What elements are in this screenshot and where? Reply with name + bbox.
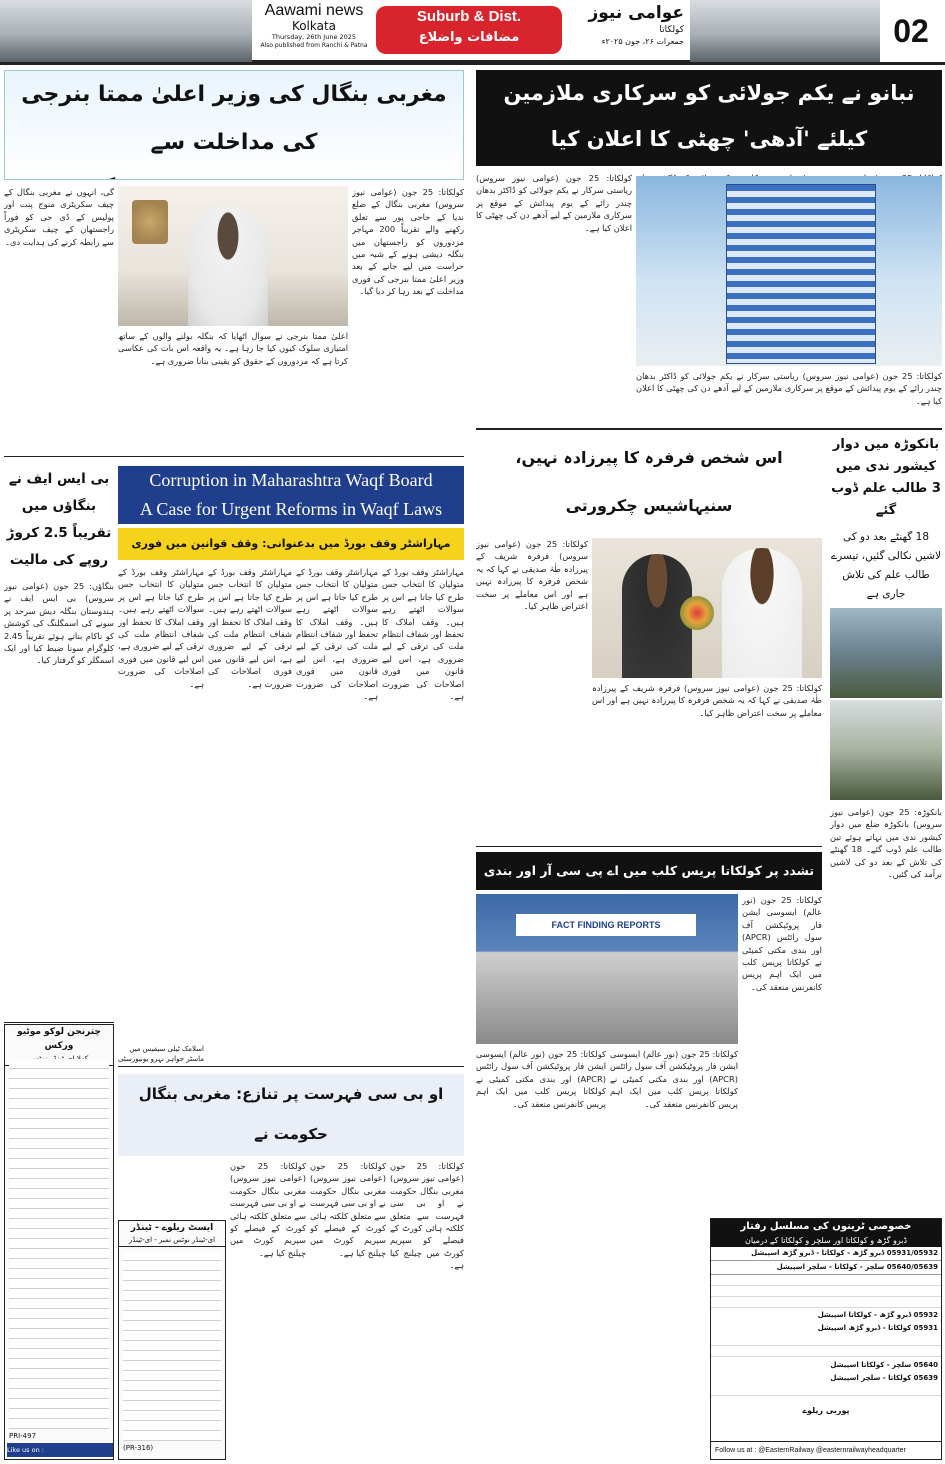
person-icon xyxy=(188,206,268,326)
apcr-photo xyxy=(476,894,738,1044)
divider-mamata xyxy=(4,456,464,457)
masthead-divider xyxy=(0,62,945,65)
clw-tender-title: چترنجن لوکو موٹیو ورکس xyxy=(17,1027,101,1051)
waqf-body-4: مہاراشٹر وقف بورڈ کے متولیان کا انتخاب جس طرح کیا جاتا ہے اس پر سوالات اٹھتے رہے ہیں۔ وقف املاک کا تحفظ اور شفاف انتظام ملت کی ترقی کے لیے ضروری ہے، اس لیے قانون میں فوری اصلاحات کی ضرورت ہے۔ xyxy=(118,567,204,689)
mamata-body-right: کولکاتا: 25 جون (عوامی نیوز سروس) مغربی بنگال کے ضلع ندیا کے حاجی پور سے تعلق رکھنے والے تقریباً 200 مہاجر مزدوروں کو راجستھان میں بنگلہ دیشی ہونے کے شبہ میں حراست میں لیے جانے کے بعد وزیر اعلیٰ ممتا بنرجی کی فوری مداخلت کے بعد رہا کر دیا گیا۔ xyxy=(352,187,464,297)
bankura-river-photo-2 xyxy=(830,700,942,800)
city-ur: کولکاتا xyxy=(659,25,684,35)
obc-body-3: کولکاتا: 25 جون (عوامی نیوز سروس) مغربی بنگال حکومت نے او بی سی فہرست سے متعلق کلکتہ ہائی کورٹ کے فیصلے کو سپریم کورٹ میں چیلنج کیا ہے۔ xyxy=(230,1161,306,1258)
date-ur: جمعرات ۲۶، جون ۲۰۲۵ء xyxy=(601,37,684,46)
special-trains-title: خصوصی ٹرینوں کی مسلسل رفتار xyxy=(711,1219,941,1235)
special-trains-row-1: 05931/05932 ڈبرو گڑھ - کولکاتا - ڈبرو گڑھ اسپیشل xyxy=(711,1247,941,1261)
divider-nabanna xyxy=(476,428,942,430)
apcr-body-1: کولکاتا: 25 جون (نور عالم) ایسوسی ایشن فار پروٹیکشن آف سول رائٹس (APCR) اور بندی مکتی کمیٹی نے کولکاتا پریس کلب میں ایک اہم پریس کانفرنس منعقد کی۔ xyxy=(742,895,822,992)
waqf-byline: اسلامک ٹیلی سیفیس میں ماسٹر جواہر نہرو یونیورسٹی xyxy=(118,1045,204,1063)
bankura-subhead: 18 گھنٹے بعد دو کی لاشیں نکالی گئیں، تیسرے طالب علم کی تلاش جاری ہے xyxy=(831,531,941,600)
follow-bar xyxy=(711,1441,942,1459)
apcr-banner: FACT FINDING REPORTS xyxy=(516,914,696,936)
mamata-body-mid: اعلیٰ ممتا بنرجی نے سوال اٹھایا کہ بنگلہ بولنے والوں کے ساتھ امتیازی سلوک کیوں کیا جا رہا ہے۔ یہ واقعہ اس بات کی عکاسی کرتا ہے کہ مزدوروں کے حقوق کو یقینی بنانا ضروری ہے۔ xyxy=(118,331,348,366)
date-en: Thursday, 26th June 2025 xyxy=(271,33,357,41)
nabanna-building-photo xyxy=(636,176,942,366)
follow-handles[interactable]: @EasternRailway @easternrailwayheadquarter xyxy=(758,1447,906,1454)
also-published: Also published from Ranchi & Patna xyxy=(260,42,368,49)
bsf-body: بنگاؤں: 25 جون (عوامی نیوز سروس) بی ایس ایف نے ہندوستان بنگلہ دیش سرحد پر سونے کی اسمگلنگ کی کوشش کو ناکام بناتے ہوئے تقریباً 2.45 کلوگرام سونا ضبط کیا اور ایک اسمگلر کو گرفتار کیا۔ xyxy=(4,581,114,666)
rail-tender-footer: (PR-316) xyxy=(123,1444,154,1452)
rail-tender-body xyxy=(123,1251,221,1441)
bankura-body: بانکوڑہ: 25 جون (عوامی نیوز سروس) بانکوڑہ ضلع میں دوار کیشور ندی میں نہاتے ہوئے تین طالب علم ڈوب گئے۔ 18 گھنٹے کی تلاش کے بعد دو کی لاشیں برآمد کی گئیں۔ xyxy=(830,807,942,880)
pirzada-photo xyxy=(592,538,822,678)
mamata-headline: مغربی بنگال کی وزیر اعلیٰ ممتا بنرجی کی مداخلت سے xyxy=(4,70,464,180)
rail-tender-ad xyxy=(118,1220,226,1460)
pirzada-body-1: کولکاتا: 25 جون (عوامی نیوز سروس) فرفرہ شریف کے پیرزادہ طٰہٰ صدیقی نے کہا کہ یہ شخص فرفرہ کا پیرزادہ نہیں ہے اور اس معاملے پر سخت اعتراض ظاہر کیا۔ xyxy=(476,539,588,612)
bouquet-icon xyxy=(680,596,714,630)
special-trains-row-5: 05640 سلچر - کولکاتا اسپیشل xyxy=(830,1361,938,1369)
divider-waqf xyxy=(118,1066,464,1067)
waqf-body-2: مہاراشٹر وقف بورڈ کے متولیان کا انتخاب جس طرح کیا جاتا ہے اس پر سوالات اٹھتے رہے ہیں۔ وقف املاک کا تحفظ اور شفاف انتظام ملت کی ترقی کے لیے ضروری ہے، اس لیے قانون میں فوری اصلاحات کی ضرورت ہے۔ xyxy=(296,567,378,702)
section-badge xyxy=(376,6,562,54)
waqf-body-1: مہاراشٹر وقف بورڈ کے متولیان کا انتخاب جس طرح کیا جاتا ہے اس پر سوالات اٹھتے رہے ہیں۔ وقف املاک کا تحفظ اور شفاف انتظام ملت کی ترقی کے لیے ضروری ہے، اس لیے قانون میں فوری اصلاحات کی ضرورت ہے۔ xyxy=(382,567,464,702)
bankura-headline: بانکوڑہ میں دوار کیشور ندی میں 3 طالب علم ڈوب گئے xyxy=(831,437,941,518)
section-ur: مضافات واضلاع xyxy=(418,30,520,45)
nabanna-body-b: کولکاتا: 25 جون (عوامی نیوز سروس) ریاستی سرکار نے یکم جولائی کو ڈاکٹر بدھان چندر رائے کے یوم پیدائش کے موقع پر سرکاری ملازمین کے لیے آدھے دن کی چھٹی کا اعلان کیا ہے۔ xyxy=(476,173,632,233)
mamata-photo xyxy=(118,186,348,326)
masthead-skyline-right xyxy=(690,0,880,62)
clw-facebook[interactable]: Like us on : xyxy=(7,1443,113,1457)
special-trains-row-6: 05639 کولکاتا - سلچر اسپیشل xyxy=(830,1374,938,1382)
waqf-headline-ur: مہاراشٹر وقف بورڈ میں بدعنوانی: وقف قوانین میں فوری xyxy=(118,528,464,560)
brand-en: Aawami news xyxy=(264,2,364,19)
masthead-center xyxy=(252,0,690,62)
special-trains-sub: ڈبرو گڑھ و کولکاتا اور سلچر و کولکاتا کے درمیان xyxy=(711,1235,941,1247)
obc-headline: او بی سی فہرست پر تنازع: مغربی بنگال حکومت نے xyxy=(118,1074,464,1156)
special-trains-row-2: 05640/05639 سلچر - کولکاتا - سلچر اسپیشل xyxy=(711,1261,941,1275)
brand-ur: عوامی نیوز xyxy=(588,3,684,23)
rail-tender-sub: ای-ٹینڈر نوٹس نمبر - ای-ٹینڈر xyxy=(119,1235,225,1247)
apcr-body-3: کولکاتا: 25 جون (نور عالم) ایسوسی ایشن فار پروٹیکشن آف سول رائٹس (APCR) اور بندی مکتی کمیٹی نے کولکاتا پریس کلب میں ایک اہم پریس کانفرنس منعقد کی۔ xyxy=(610,1049,738,1109)
building-icon xyxy=(726,184,876,364)
page-number: 02 xyxy=(893,13,929,49)
divider-bsf xyxy=(4,1022,114,1023)
bankura-river-photo-1 xyxy=(830,608,942,698)
masthead-skyline-left xyxy=(0,0,252,62)
clw-tender-footer: PRI-497 xyxy=(9,1432,37,1440)
pirzada-body-2: کولکاتا: 25 جون (عوامی نیوز سروس) فرفرہ شریف کے پیرزادہ طٰہٰ صدیقی نے کہا کہ یہ شخص فرفرہ کا پیرزادہ نہیں ہے اور اس معاملے پر سخت اعتراض ظاہر کیا۔ xyxy=(592,683,822,718)
nabanna-body-c: کولکاتا: 25 جون (عوامی نیوز سروس) ریاستی سرکار نے یکم جولائی کو ڈاکٹر بدھان چندر رائے کے یوم پیدائش کے موقع پر سرکاری ملازمین کے لیے آدھے دن کی چھٹی کا اعلان کیا ہے۔ xyxy=(636,371,942,406)
mamata-body-left: گی، انہوں نے مغربی بنگال کے چیف سکریٹری منوج پنت اور پولیس کے ڈی جی کو فوراً راجستھان کے چیف سکریٹری سے رابطہ کرنے کی ہدایت دی۔ xyxy=(4,187,114,247)
nabanna-headline: نبانو نے یکم جولائی کو سرکاری ملازمین کیلئے 'آدھی' چھٹی کا اعلان کیا xyxy=(476,70,942,166)
eastern-railway: پوربی ریلوے xyxy=(802,1406,850,1415)
follow-label: Follow us at : xyxy=(715,1447,757,1454)
obc-body-2: کولکاتا: 25 جون (عوامی نیوز سروس) مغربی بنگال حکومت نے او بی سی فہرست سے متعلق کلکتہ ہائی کورٹ کے فیصلے کو سپریم کورٹ میں چیلنج کیا ہے۔ xyxy=(310,1161,386,1258)
clw-tender-ad xyxy=(4,1024,114,1460)
special-trains-ad xyxy=(710,1218,942,1460)
ashoka-emblem-icon xyxy=(132,200,168,244)
divider-pirzada xyxy=(476,846,822,847)
obc-body-1: کولکاتا: 25 جون (عوامی نیوز سروس) مغربی بنگال حکومت نے او بی سی فہرست سے متعلق کلکتہ ہائی کورٹ کے فیصلے کو سپریم کورٹ میں چیلنج کیا ہے۔ xyxy=(390,1161,464,1271)
bsf-headline: بی ایس ایف نے بنگاؤں میں تقریباً 2.5 کروڑ روپے کی مالیت xyxy=(6,471,112,568)
clw-tender-table xyxy=(9,1059,109,1429)
person-right-icon xyxy=(722,548,802,678)
city-en: Kolkata xyxy=(291,19,337,33)
apcr-headline: تشدد پر کولکاتا پریس کلب میں اے پی سی آر اور بندی xyxy=(476,852,822,890)
waqf-headline-en: Corruption in Maharashtra Waqf Board A Case for Urgent Reforms in Waqf Laws xyxy=(118,466,464,524)
waqf-body-3: مہاراشٹر وقف بورڈ کے متولیان کا انتخاب جس طرح کیا جاتا ہے اس پر سوالات اٹھتے رہے ہیں۔ وقف املاک کا تحفظ اور شفاف انتظام ملت کی ترقی کے لیے ضروری ہے، اس لیے قانون میں فوری اصلاحات کی ضرورت ہے۔ xyxy=(208,567,292,689)
special-trains-row-3: 05932 ڈبرو گڑھ - کولکاتا اسپیشل xyxy=(817,1311,938,1319)
pirzada-headline: اس شخص فرفرہ کا پیرزادہ نہیں، سنیہاشیس چکرورتی xyxy=(515,448,783,515)
rail-tender-title: ایسٹ ریلوے - ٹینڈر xyxy=(130,1223,214,1233)
apcr-body-2: کولکاتا: 25 جون (نور عالم) ایسوسی ایشن فار پروٹیکشن آف سول رائٹس (APCR) اور بندی مکتی کمیٹی نے کولکاتا پریس کلب میں ایک اہم پریس کانفرنس منعقد کی۔ xyxy=(476,1049,606,1109)
section-en: Suburb & Dist. xyxy=(416,8,522,25)
special-trains-row-4: 05931 کولکاتا - ڈبرو گڑھ اسپیشل xyxy=(817,1324,938,1332)
